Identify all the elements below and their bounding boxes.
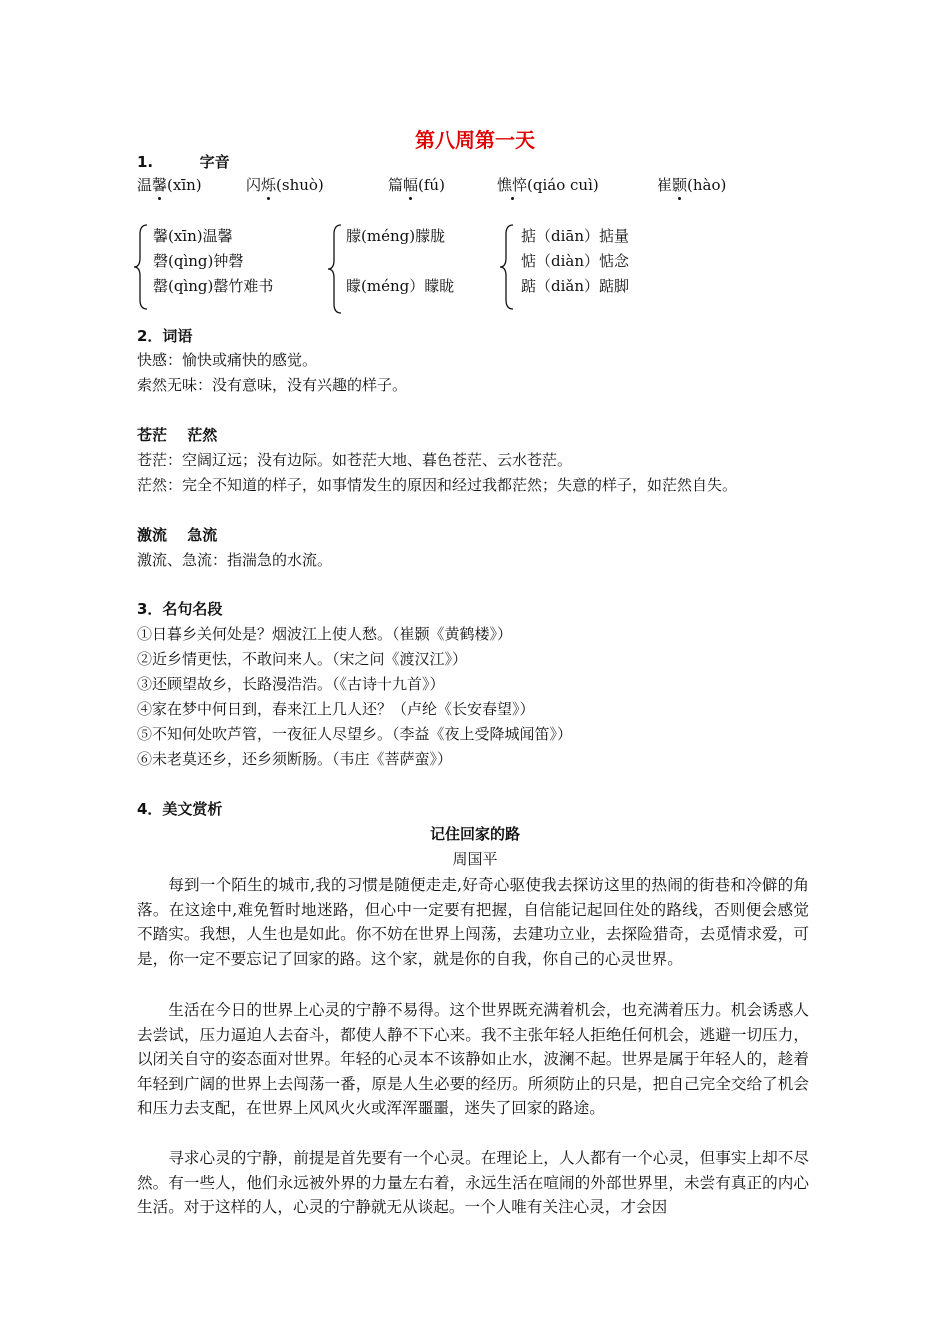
definition-line: 茫然：完全不知道的样子，如事情发生的原因和经过我都茫然；失意的样子，如茫然自失。 <box>137 476 738 494</box>
quote-line: ⑥未老莫还乡，还乡须断肠。（韦庄《菩萨蛮》） <box>137 750 453 768</box>
group-2-line: 朦(méng)朦胧 <box>346 227 446 245</box>
brace-3 <box>499 224 515 310</box>
group-3-line: 惦（diàn）惦念 <box>521 252 630 270</box>
quote-line: ③还顾望故乡，长路漫浩浩。（《古诗十九首》） <box>137 675 445 693</box>
group-1-line: 馨(xīn)温馨 <box>153 227 233 245</box>
section-4-heading: 4．美文赏析 <box>137 800 223 818</box>
brace-1 <box>133 224 149 310</box>
section-1-heading <box>137 152 230 172</box>
quote-line: ②近乡情更怯，不敢问来人。（宋之问《渡汉江》） <box>137 650 468 668</box>
group-1-line: 磬(qìng)钟磬 <box>153 252 244 270</box>
word-pair-heading: 苍茫 茫然 <box>137 426 218 444</box>
group-3-line: 踮（diǎn）踮脚 <box>521 277 630 295</box>
article-paragraph: 每到一个陌生的城市,我的习惯是随便走走,好奇心驱使我去探访这里的热闹的街巷和冷僻的角落。在这途中,难免暂时地迷路，但心中一定要有把握，自信能记起回住处的路线，否则便会感觉不踏实。我想，人生也是如此。你不妨在世界上闯荡，去建功立业，去探险猎奇，去觅情求爱，可是，你一定不要忘记了回家的路。这个家，就是你的自我，你自己的心灵世界。 <box>137 876 809 968</box>
article-author: 周国平 <box>452 850 498 868</box>
page-title: 第八周第一天 <box>415 128 535 152</box>
article-title: 记住回家的路 <box>429 825 520 843</box>
section-3-heading: 3．名句名段 <box>137 600 223 618</box>
section-1-number: 1. <box>137 153 154 171</box>
char-group-3 <box>521 224 629 299</box>
brace-2 <box>327 224 343 314</box>
pronunciation-word-1: 温馨(xīn) <box>137 176 202 194</box>
group-2-line: 矇(méng）矇眬 <box>346 277 455 295</box>
group-1-line: 罄(qìng)罄竹难书 <box>153 277 274 295</box>
quote-line: ①日暮乡关何处是？烟波江上使人愁。（崔颢《黄鹤楼》） <box>137 625 513 643</box>
section-1-title: 字音 <box>199 153 230 171</box>
definition-line: 索然无味：没有意味，没有兴趣的样子。 <box>137 376 408 394</box>
group-3-line: 掂（diān）掂量 <box>521 227 630 245</box>
word-pair-heading: 激流 急流 <box>137 526 218 544</box>
section-2-heading: 2．词语 <box>137 327 193 345</box>
pronunciation-word-3: 篇幅(fú) <box>388 176 445 194</box>
article-paragraph: 生活在今日的世界上心灵的宁静不易得。这个世界既充满着机会，也充满着压力。机会诱惑人去尝试，压力逼迫人去奋斗，都使人静不下心来。我不主张年轻人拒绝任何机会，逃避一切压力，以闭关自守的姿态面对世界。年轻的心灵本不该静如止水，波澜不起。世界是属于年轻人的，趁着年轻到广阔的世界上去闯荡一番，原是人生必要的经历。所须防止的只是，把自己完全交给了机会和压力去支配，在世界上风风火火或浑浑噩噩，迷失了回家的路途。 <box>137 1001 809 1118</box>
definition-line: 激流、急流：指湍急的水流。 <box>137 551 333 569</box>
pronunciation-word-4: 憔悴(qiáo cuì) <box>497 176 599 194</box>
pronunciation-word-5: 崔颢(hào) <box>657 176 727 194</box>
quote-line: ④家在梦中何日到，春来江上几人还？（卢纶《长安春望》） <box>137 700 535 718</box>
pronunciation-word-2: 闪烁(shuò) <box>246 176 324 194</box>
group-2-line <box>346 249 454 274</box>
char-group-2 <box>346 224 454 299</box>
definition-line: 快感：愉快或痛快的感觉。 <box>137 351 318 369</box>
char-group-1 <box>153 224 273 299</box>
article-paragraph: 寻求心灵的宁静，前提是首先要有一个心灵。在理论上，人人都有一个心灵，但事实上却不尽然。有一些人，他们永远被外界的力量左右着，永远生活在喧闹的外部世界里，未尝有真正的内心生活。对于这样的人，心灵的宁静就无从谈起。一个人唯有关注心灵，才会因 <box>137 1149 809 1217</box>
quote-line: ⑤不知何处吹芦管，一夜征人尽望乡。（李益《夜上受降城闻笛》） <box>137 725 573 743</box>
definition-line: 苍茫：空阔辽远；没有边际。如苍茫大地、暮色苍茫、云水苍茫。 <box>137 451 573 469</box>
